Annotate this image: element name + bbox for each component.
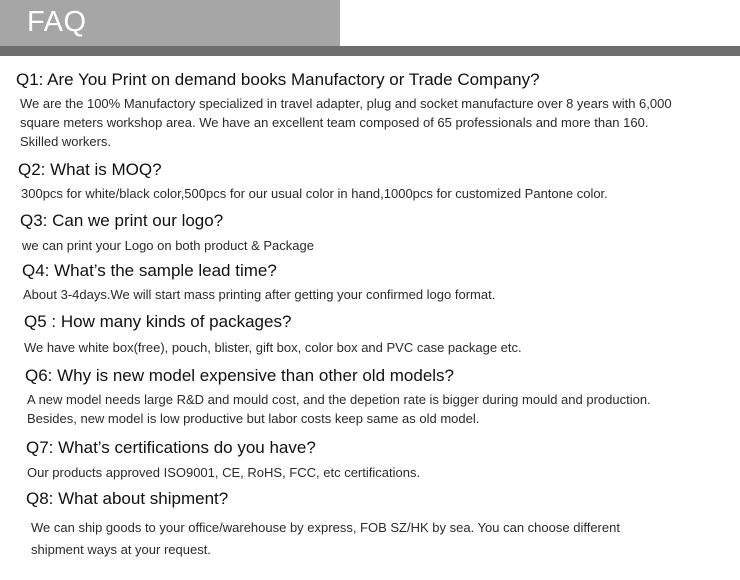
faq-answer-3: we can print your Logo on both product & Package (22, 238, 314, 253)
faq-question-6: Q6: Why is new model expensive than other old models? (25, 366, 455, 385)
faq-question-8: Q8: What about shipment? (26, 489, 229, 508)
faq-question-1: Q1: Are You Print on demand books Manufactory or Trade Company? (16, 70, 540, 89)
faq-answer-6: A new model needs large R&D and mould cost, and the depetion rate is bigger during mould and production. Besides, new model is low productive but labor costs keep same as old model. (27, 392, 651, 426)
faq-answer-7: Our products approved ISO9001, CE, RoHS, FCC, etc certifications. (27, 465, 421, 480)
faq-question-3: Q3: Can we print our logo? (20, 211, 224, 230)
faq-question-5: Q5 : How many kinds of packages? (24, 312, 292, 331)
faq-answer-5: We have white box(free), pouch, blister, gift box, color box and PVC case package etc. (24, 340, 522, 355)
faq-question-4: Q4: What’s the sample lead time? (22, 261, 277, 280)
faq-answer-1: We are the 100% Manufactory specialized in travel adapter, plug and socket manufacture over 8 years with 6,000 square meters workshop area. We have an excellent team composed of 65 professionals and more than 160. Skilled workers. (20, 96, 672, 149)
page-title: FAQ (27, 6, 87, 38)
faq-answer-2: 300pcs for white/black color,500pcs for our usual color in hand,1000pcs for customized Pantone color. (21, 186, 608, 201)
faq-question-7: Q7: What’s certifications do you have? (26, 438, 316, 457)
faq-answer-4: About 3-4days.We will start mass printing after getting your confirmed logo format. (23, 287, 496, 302)
faq-question-2: Q2: What is MOQ? (18, 160, 162, 179)
faq-answer-8: We can ship goods to your office/warehouse by express, FOB SZ/HK by sea. You can choose different shipment ways at your request. (31, 520, 620, 557)
